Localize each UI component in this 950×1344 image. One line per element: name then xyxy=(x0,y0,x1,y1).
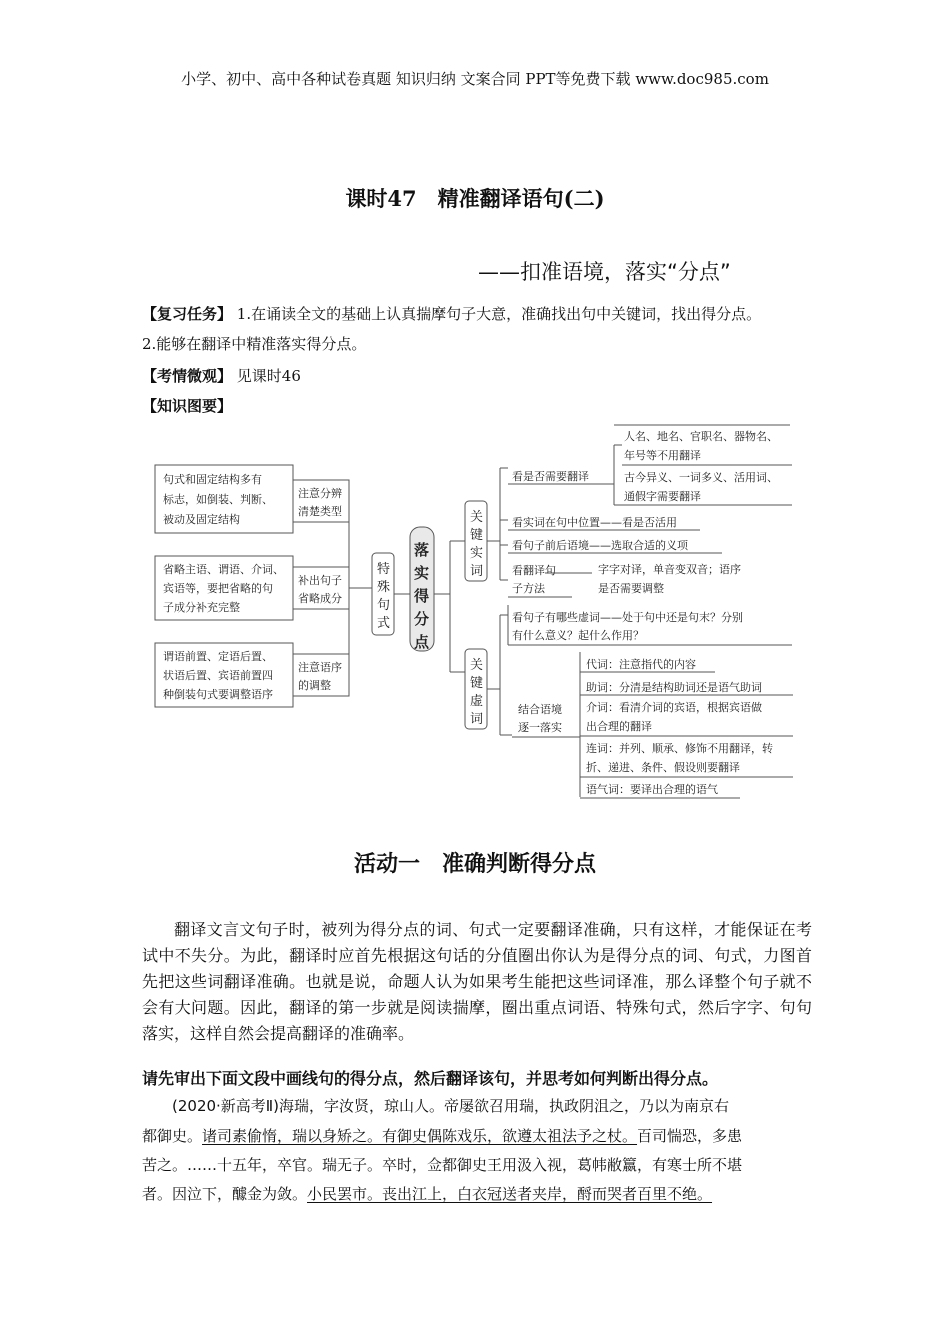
shici-char-1: 关 xyxy=(470,510,484,525)
xuci-top-2: 有什么意义？起什么作用？ xyxy=(512,629,644,642)
special-char-3: 句 xyxy=(377,598,391,613)
note-3-line-2: 状语后置、宾语前置四 xyxy=(163,669,273,682)
center-char-2: 实 xyxy=(414,564,430,582)
shici-need: 看是否需要翻译 xyxy=(512,470,589,483)
review-task xyxy=(142,303,761,324)
passage-line-3: 苦之。……十五年，卒官。瑞无子。卒时，佥都御史王用汲入视，葛帏敝籝，有寒士所不堪 xyxy=(142,1156,743,1174)
body-paragraph: 翻译文言文句子时，被列为得分点的词、句式一定要翻译准确，只有这样，才能保证在考试中不失分。为此，翻译时应首先根据这句话的分值圈出你认为是得分点的词、句式，力图首先把这些词翻译准确。也就是说，命题人认为如果考生能把这些词译准，那么译整个句子就不会有大问题。因此，翻译的第一步就是阅读揣摩，圈出重点词语、特殊句式，然后字字、句句落实，这样自然会提高翻译的准确率。 xyxy=(142,920,812,1043)
shici-context: 看句子前后语境——选取合适的义项 xyxy=(512,539,688,552)
knowledge-mindmap xyxy=(0,420,950,810)
passage-line-1: (2020·新高考Ⅱ)海瑞，字汝贤，琼山人。帝屡欲召用瑞，执政阴沮之，乃以为南京右 xyxy=(172,1097,730,1115)
need-item-2-line-1: 古今异义、一词多义、活用词、 xyxy=(624,471,778,484)
center-char-5: 点 xyxy=(414,633,430,651)
review-label: 【复习任务】 xyxy=(142,305,233,323)
page-header: 小学、初中、高中各种试卷真题 知识归纳 文案合同 PPT等免费下载 www.doc985.com xyxy=(181,70,769,88)
xuci-char-1: 关 xyxy=(470,658,484,673)
passage-line-4-start: 者。因泣下，醵金为敛。 xyxy=(142,1185,308,1203)
shici-char-2: 键 xyxy=(470,528,484,543)
note-3-line-3: 种倒装句式要调整语序 xyxy=(163,688,273,701)
xuci-item-conj-2: 折、递进、条件、假设则要翻译 xyxy=(586,761,740,774)
note-2-line-1: 省略主语、谓语、介词、 xyxy=(163,563,284,576)
need-item-1-line-2: 年号等不用翻译 xyxy=(624,449,701,462)
xuci-char-4: 词 xyxy=(470,712,484,727)
need-item-1-line-1: 人名、地名、官职名、器物名、 xyxy=(624,430,778,443)
shici-position: 看实词在句中位置——看是否活用 xyxy=(512,516,677,529)
xuci-item-modal: 语气词：要译出合理的语气 xyxy=(586,783,718,796)
combine-2: 逐一落实 xyxy=(518,721,562,734)
need-item-2-line-2: 通假字需要翻译 xyxy=(624,490,701,503)
xuci-item-particle: 助词：分清是结构助词还是语气助词 xyxy=(586,681,762,694)
xuci-item-pronoun: 代词：注意指代的内容 xyxy=(586,658,696,671)
shici-char-4: 词 xyxy=(470,564,484,579)
exam-text: 见课时46 xyxy=(236,367,301,385)
map-label: 【知识图要】 xyxy=(142,397,233,415)
branch-1-title-2: 清楚类型 xyxy=(298,505,342,518)
lesson-title: 课时47 精准翻译语句(二) xyxy=(345,186,605,211)
instruction: 请先审出下面文段中画线句的得分点，然后翻译该句，并思考如何判断出得分点。 xyxy=(142,1069,719,1088)
note-1-line-3: 被动及固定结构 xyxy=(163,513,240,526)
center-char-4: 分 xyxy=(414,610,430,628)
combine-1: 结合语境 xyxy=(518,703,562,716)
branch-3-title-1: 注意语序 xyxy=(298,661,342,674)
center-char-1: 落 xyxy=(414,541,430,559)
branch-2-title-2: 省略成分 xyxy=(298,592,342,605)
note-2-line-3: 子成分补充完整 xyxy=(163,601,240,614)
review-line1: 1.在诵读全文的基础上认真揣摩句子大意，准确找出句中关键词，找出得分点。 xyxy=(236,305,762,323)
underlined-sentence-2: 小民罢市。丧出江上，白衣冠送者夹岸，酹而哭者百里不绝。 xyxy=(307,1185,713,1203)
xuci-char-3: 虚 xyxy=(470,694,484,709)
note-3-line-1: 谓语前置、定语后置、 xyxy=(163,650,273,663)
branch-2-title-1: 补出句子 xyxy=(298,574,342,587)
xuci-top-1: 看句子有哪些虚词——处于句中还是句末？分别 xyxy=(512,611,743,624)
xuci-item-prep-1: 介词：看清介词的宾语，根据宾语做 xyxy=(586,701,762,714)
special-char-4: 式 xyxy=(377,616,391,631)
xuci-char-2: 键 xyxy=(470,676,484,691)
activity-title: 活动一 准确判断得分点 xyxy=(353,851,596,877)
special-char-2: 殊 xyxy=(377,580,391,595)
passage-line-2 xyxy=(142,1125,742,1146)
xuci-item-prep-2: 出合理的翻译 xyxy=(586,720,652,733)
method-text-2: 是否需要调整 xyxy=(598,582,664,595)
underlined-sentence-1: 诸司素偷惰，瑞以身矫之。有御史偶陈戏乐，欲遵太祖法予之杖。 xyxy=(202,1127,638,1145)
method-label-2: 子方法 xyxy=(512,582,545,595)
passage-line-4 xyxy=(142,1183,712,1204)
lesson-subtitle: ——扣准语境，落实“分点” xyxy=(478,260,731,284)
center-char-3: 得 xyxy=(414,587,430,605)
branch-3-title-2: 的调整 xyxy=(298,679,331,692)
method-label-1: 看翻译句 xyxy=(512,564,556,577)
note-1-line-2: 标志，如倒装、判断、 xyxy=(163,493,273,506)
branch-1-title-1: 注意分辨 xyxy=(298,487,342,500)
special-char-1: 特 xyxy=(377,562,391,577)
exam-info xyxy=(142,365,301,386)
exam-label: 【考情微观】 xyxy=(142,367,233,385)
review-line2: 2.能够在翻译中精准落实得分点。 xyxy=(142,335,367,353)
note-1-line-1: 句式和固定结构多有 xyxy=(163,473,262,486)
shici-char-3: 实 xyxy=(470,546,484,561)
passage-line-2-start: 都御史。 xyxy=(142,1127,203,1145)
xuci-item-conj-1: 连词：并列、顺承、修饰不用翻译，转 xyxy=(586,742,773,755)
passage-line-2-end: 百司惴恐，多患 xyxy=(637,1127,743,1145)
note-2-line-2: 宾语等，要把省略的句 xyxy=(163,582,273,595)
method-text-1: 字字对译，单音变双音；语序 xyxy=(598,563,741,576)
